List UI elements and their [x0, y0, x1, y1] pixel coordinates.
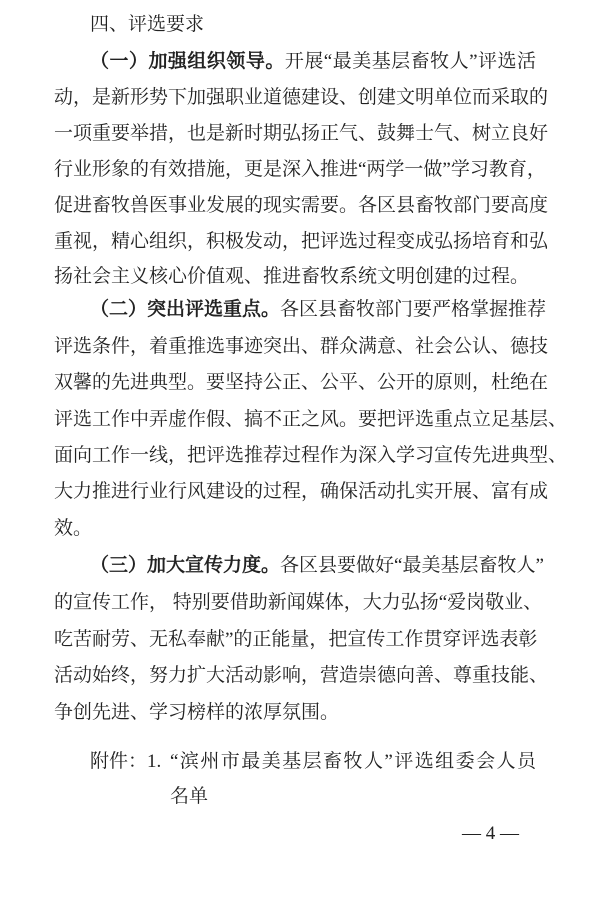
paragraph-line: 重视，精心组织，积极发动，把评选过程变成弘扬培育和弘	[54, 231, 549, 252]
paragraph-line: 面向工作一线，把评选推荐过程作为深入学习宣传先进典型、	[54, 445, 568, 466]
attachment-title: “滨州市最美基层畜牧人”评选组委会人员	[170, 751, 536, 772]
paragraph-text: 开展“最美基层畜牧人”评选活	[284, 51, 536, 72]
attachment-label: 附件：1.	[90, 751, 162, 772]
paragraph-line	[90, 298, 547, 322]
paragraph-line: 一项重要举措，也是新时期弘扬正气、鼓舞士气、树立良好	[54, 123, 549, 144]
paragraph-lead: （二）突出评选重点。	[90, 299, 281, 320]
paragraph-line	[90, 554, 544, 578]
paragraph-line: 动，是新形势下加强职业道德建设、创建文明单位而采取的	[54, 87, 549, 108]
paragraph-text: 各区县畜牧部门要严格掌握推荐	[280, 299, 547, 320]
paragraph-text: 各区县要做好“最美基层畜牧人”	[280, 555, 544, 576]
paragraph-line	[90, 50, 536, 74]
paragraph-line: 双馨的先进典型。要坚持公正、公平、公开的原则，杜绝在	[54, 372, 549, 393]
paragraph-line: 吃苦耐劳、无私奉献”的正能量，把宣传工作贯穿评选表彰	[54, 629, 538, 650]
paragraph-lead: （一）加强组织领导。	[90, 51, 285, 72]
section-heading: 四、评选要求	[90, 14, 205, 35]
page-number: — 4 —	[462, 823, 519, 844]
paragraph-line: 大力推进行业行风建设的过程，确保活动扎实开展、富有成	[54, 481, 549, 502]
attachment-title-cont: 名单	[170, 786, 209, 807]
paragraph-line: 的宣传工作， 特别要借助新闻媒体，大力弘扬“爱岗敬业、	[54, 592, 543, 613]
paragraph-lead: （三）加大宣传力度。	[90, 555, 281, 576]
paragraph-line: 效。	[54, 518, 93, 539]
paragraph-line: 行业形象的有效措施，更是深入推进“两学一做”学习教育，	[54, 159, 546, 180]
paragraph-line: 争创先进、学习榜样的浓厚氛围。	[54, 702, 340, 723]
paragraph-line: 促进畜牧兽医事业发展的现实需要。各区县畜牧部门要高度	[54, 195, 549, 216]
paragraph-line: 评选工作中弄虚作假、搞不正之风。要把评选重点立足基层、	[54, 409, 568, 430]
paragraph-line: 活动始终，努力扩大活动影响，营造崇德向善、尊重技能、	[54, 665, 549, 686]
paragraph-line: 评选条件，着重推选事迹突出、群众满意、社会公认、德技	[54, 336, 549, 357]
paragraph-line: 扬社会主义核心价值观、推进畜牧系统文明创建的过程。	[54, 266, 530, 287]
